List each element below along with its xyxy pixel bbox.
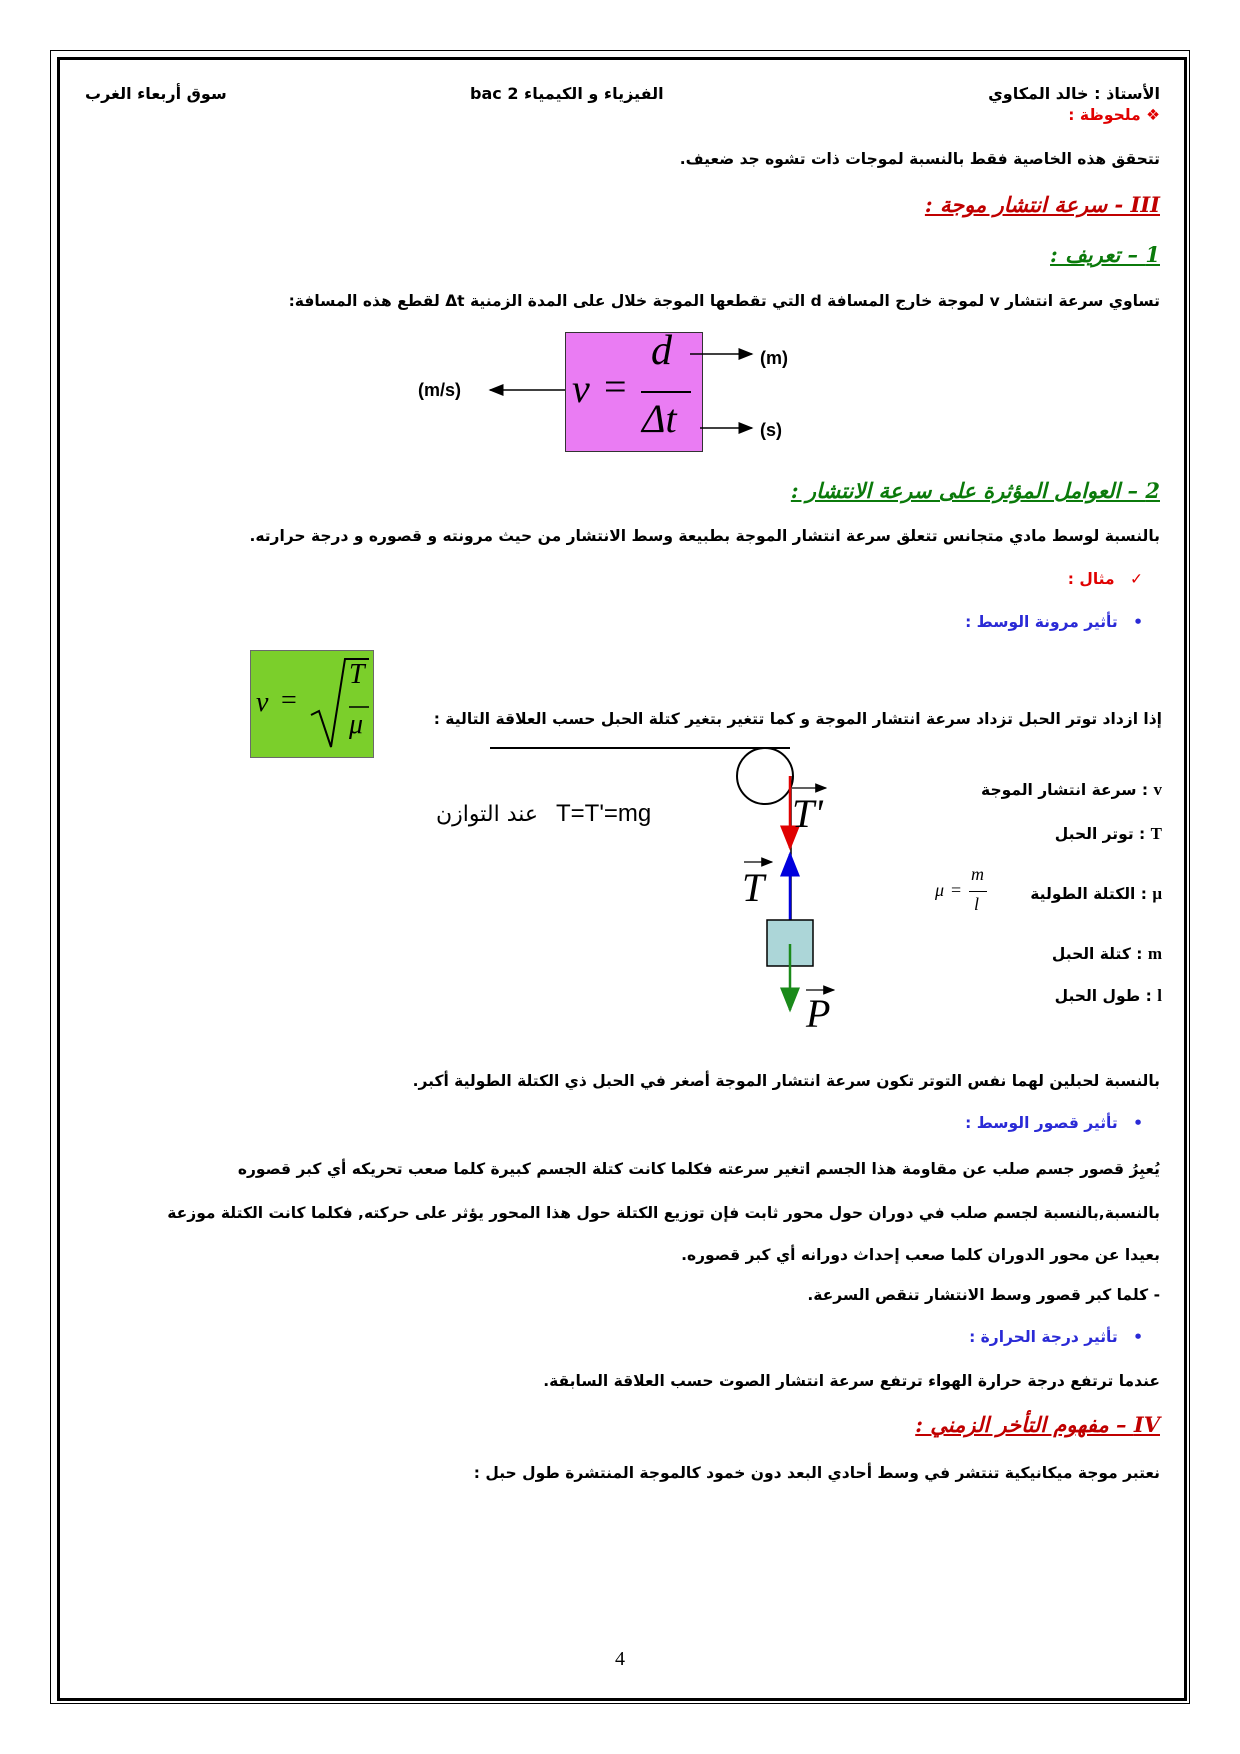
mu-formula-mu: μ [935,880,945,900]
legend-T [1055,824,1162,844]
bullet-dot-icon: • [1133,1328,1143,1346]
unit-velocity: (m/s) [418,380,462,400]
equilibrium-formula: T=T'=mg [556,800,652,827]
sqrt-formula-T: T [349,659,365,690]
definition-title: 1 – تعريف : [1050,242,1160,267]
definition-text: تساوي سرعة انتشار v لموجة خارج المسافة d التي تقطعها الموجة خلال على المدة الزمنية Δt لقطع هذه المسافة: [288,292,1160,310]
legend-T-symbol: T [1150,824,1162,843]
checkmark-icon: ✓ [1130,570,1143,588]
note-label: ملحوظة : [1068,106,1141,124]
mu-fraction-bar [969,891,987,892]
legend-v-text: : سرعة انتشار الموجة [981,781,1154,799]
legend-v [981,780,1162,800]
tension-text: إذا ازداد توتر الحبل تزداد سرعة انتشار الموجة و كما تتغير بتغير كتلة الحبل حسب العلاقة التالية : [433,710,1162,728]
mu-formula-l: l [974,894,980,914]
inertia-line-2: بالنسبة,بالنسبة لجسم صلب في دوران حول محور ثابت فإن توزيع الكتلة حول هذا المحور يؤثر على حركته, فكلما كانت الكتلة موزعة [167,1204,1160,1222]
two-ropes-text: بالنسبة لحبلين لهما نفس التوتر تكون سرعة انتشار الموجة أصغر في الحبل ذي الكتلة الطولية أكبر. [412,1072,1160,1090]
inertia-title: تأثير قصور الوسط : [965,1114,1118,1132]
pulley-wheel [737,748,793,804]
legend-T-text: : توتر الحبل [1054,825,1151,843]
legend-l [1055,986,1162,1006]
formula-v: v [572,366,590,411]
temperature-text: عندما ترتفع درجة حرارة الهواء ترتفع سرعة انتشار الصوت حسب العلاقة السابقة. [543,1372,1160,1390]
mu-formula [935,864,1005,920]
elasticity-title: تأثير مرونة الوسط : [965,613,1118,631]
page-number: 4 [615,1648,625,1670]
section4-title: IV – مفهوم التأخر الزمني : [915,1412,1160,1437]
legend-mu-text: : الكتلة الطولية [1030,885,1153,903]
temperature-title-line [969,1328,1143,1346]
inertia-line-1: يُعبِرُ قصور جسم صلب عن مقاومة هذا الجسم اتغير سرعته فكلما كانت كتلة الجسم كبيرة كلما صعب تحريكه أي كبر قصوره [237,1160,1160,1178]
inertia-line-4: - كلما كبر قصور وسط الانتشار تنقص السرعة. [807,1286,1160,1304]
note-text: تتحقق هذه الخاصية فقط بالنسبة لموجات ذات تشوه جد ضعيف. [679,150,1160,168]
legend-l-symbol: l [1157,986,1162,1005]
header-location: سوق أربعاء الغرب [85,84,227,103]
legend-m-symbol: m [1147,944,1162,963]
bullet-dot-icon: • [1133,613,1143,631]
legend-v-symbol: v [1153,780,1162,799]
section3-title: III - سرعة انتشار موجة : [924,192,1160,217]
factors-title: 2 – العوامل المؤثرة على سرعة الانتشار : [790,478,1160,503]
formula-denominator-dt: Δt [642,396,677,441]
legend-mu-symbol: μ [1152,884,1162,903]
label-P: P [806,991,831,1036]
sqrt-formula-v: v [256,687,269,718]
inertia-line-3: بعيدا عن محور الدوران كلما صعب إحداث دورانه أي كبر قصوره. [681,1246,1160,1264]
section4-text: نعتبر موجة ميكانيكية تنتشر في وسط أحادي البعد دون خمود كالموجة المنتشرة طول حبل : [473,1464,1160,1482]
bullet-dot-icon: • [1133,1114,1143,1132]
legend-m [1052,944,1162,964]
diamond-bullet-icon: ❖ [1146,106,1160,124]
header-subject: الفيزياء و الكيمياء 2 bac [470,84,664,103]
header-teacher: الأستاذ : خالد المكاوي [988,84,1160,103]
inertia-title-line [965,1114,1143,1132]
sqrt-formula-mu: μ [349,709,364,740]
mu-formula-m: m [971,864,984,884]
example-label: مثال : [1067,570,1115,588]
legend-mu [1030,884,1162,904]
label-T: T [742,865,765,910]
unit-time: (s) [760,420,782,440]
formula-equals: = [604,364,627,409]
equilibrium-word: عند التوازن [436,802,539,827]
formula-numerator-d: d [651,328,672,374]
label-T-prime: T' [792,791,823,836]
legend-l-text: : طول الحبل [1054,987,1158,1005]
legend-m-text: : كتلة الحبل [1051,945,1148,963]
temperature-title: تأثير درجة الحرارة : [969,1328,1118,1346]
unit-distance: (m) [760,348,788,368]
sqrt-formula-equals: = [281,685,297,716]
mu-formula-equals: = [951,880,962,900]
factors-text: بالنسبة لوسط مادي متجانس تتعلق سرعة انتشار الموجة بطبيعة وسط الانتشار من حيث مرونته و قصوره و درجة حرارته. [249,527,1160,545]
